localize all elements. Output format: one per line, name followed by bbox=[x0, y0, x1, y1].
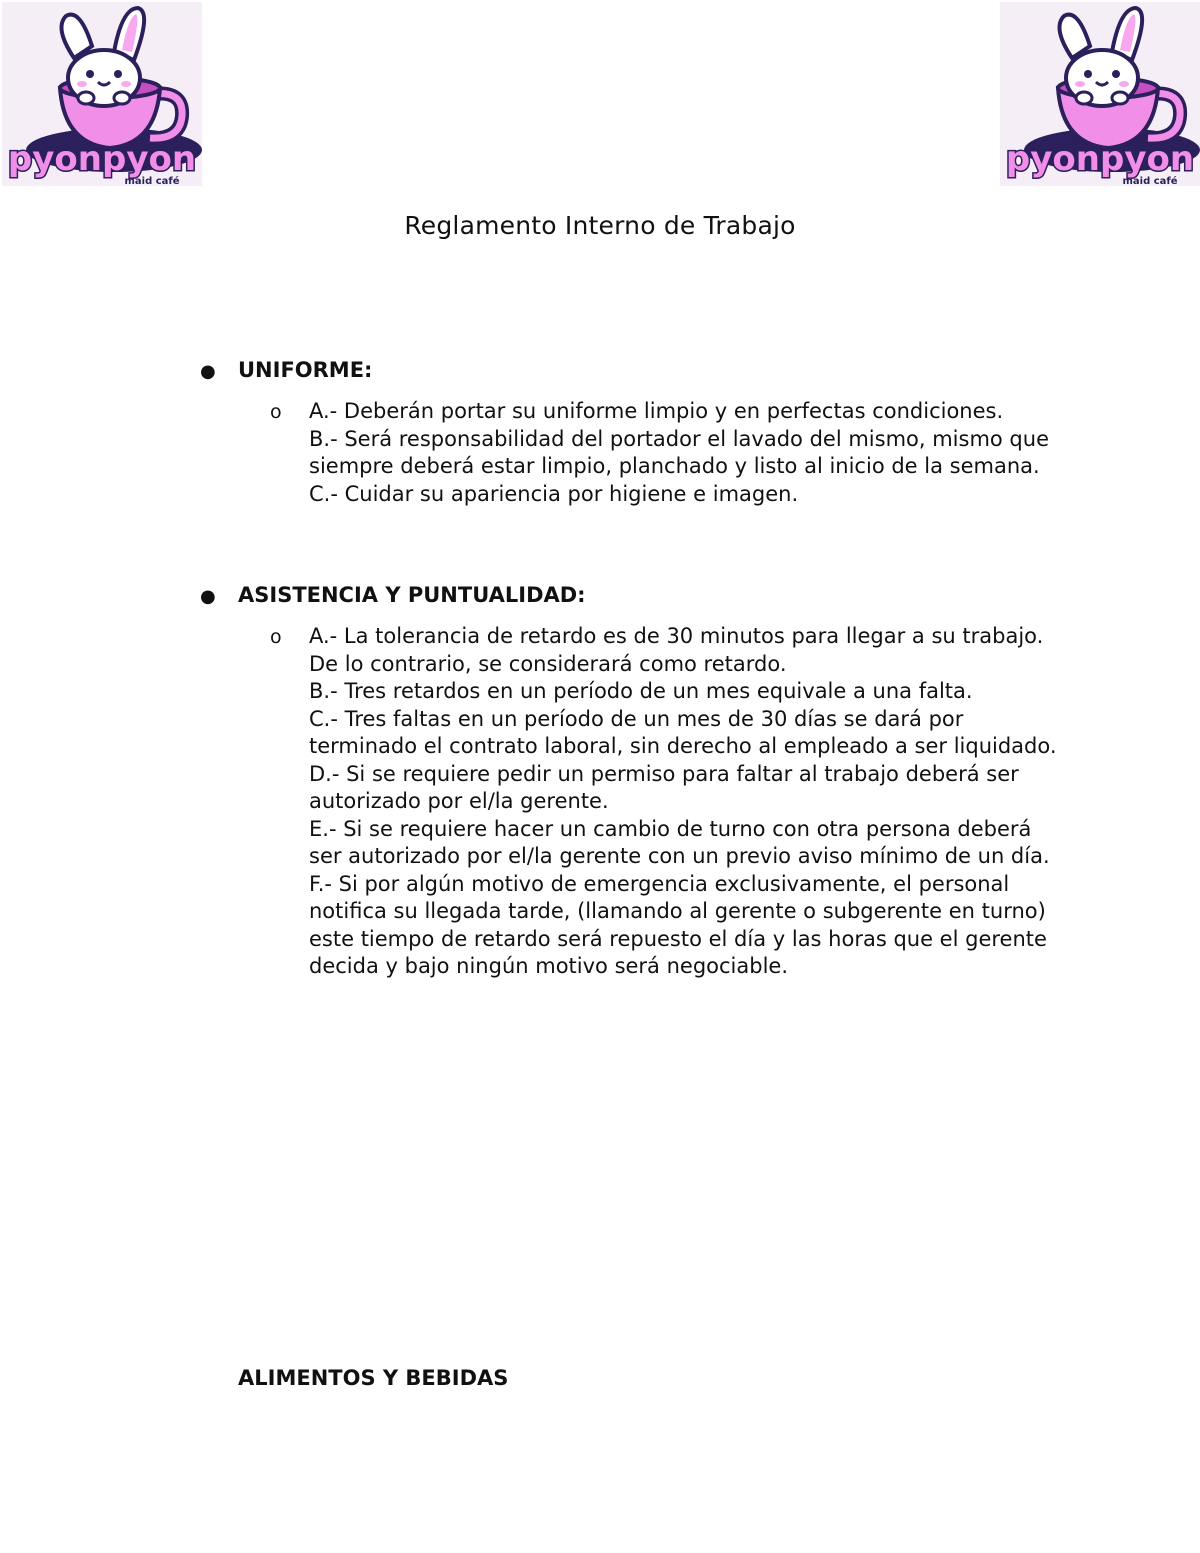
bullet-icon: ● bbox=[200, 361, 216, 382]
bullet-icon: ● bbox=[200, 586, 216, 607]
logo-left bbox=[2, 2, 202, 186]
rule-item: D.- Si se requiere pedir un permiso para faltar al trabajo deberá ser autorizado por el/la gerente. bbox=[309, 761, 1019, 813]
rule-item: C.- Cuidar su apariencia por higiene e imagen. bbox=[309, 481, 799, 506]
circle-bullet-icon: o bbox=[270, 626, 282, 648]
document-title: Reglamento Interno de Trabajo bbox=[404, 211, 796, 240]
logo-tagline: maid café bbox=[1122, 176, 1178, 186]
rule-item: A.- Deberán portar su uniforme limpio y en perfectas condiciones. bbox=[309, 399, 1004, 423]
logo-wordmark: pyonpyon bbox=[7, 139, 197, 179]
uniforme-rules-list bbox=[270, 398, 1060, 508]
section-heading-uniforme bbox=[200, 356, 372, 386]
rule-item: B.- Tres retardos en un período de un mes equivale a una falta. bbox=[309, 679, 973, 703]
section-heading-asistencia bbox=[200, 581, 586, 611]
logo-wordmark: pyonpyon bbox=[1005, 139, 1195, 179]
rule-item: B.- Será responsabilidad del portador el lavado del mismo, mismo que siempre deberá estar limpio, planchado y listo al inicio de la semana. bbox=[309, 426, 1049, 478]
asistencia-rules-list bbox=[270, 623, 1060, 981]
pyonpyon-logo-graphic bbox=[2, 2, 202, 186]
rule-item: A.- La tolerancia de retardo es de 30 minutos para llegar a su trabajo. De lo contrario, se considerará como retardo. bbox=[309, 624, 1044, 676]
circle-bullet-icon: o bbox=[270, 401, 282, 423]
section-heading-text: UNIFORME: bbox=[238, 358, 373, 382]
logo-tagline: maid café bbox=[124, 176, 180, 186]
rule-item: E.- Si se requiere hacer un cambio de turno con otra persona deberá ser autorizado por el/la gerente con un previo aviso mínimo de un día. bbox=[309, 816, 1050, 868]
logo-right bbox=[1000, 2, 1200, 186]
pyonpyon-logo-graphic bbox=[1000, 2, 1200, 186]
section-heading-text: ASISTENCIA Y PUNTUALIDAD: bbox=[238, 583, 586, 607]
section-heading-alimentos: ALIMENTOS Y BEBIDAS bbox=[238, 1366, 509, 1390]
rule-item: C.- Tres faltas en un período de un mes de 30 días se dará por terminado el contrato laboral, sin derecho al empleado a ser liquidado. bbox=[309, 706, 1057, 758]
rule-item: F.- Si por algún motivo de emergencia exclusivamente, el personal notifica su llegada tarde, (llamando al gerente o subgerente en turno) este tiempo de retardo será repuesto el día y las horas que el gerente decida y bajo ningún motivo será negociable. bbox=[309, 871, 1047, 978]
